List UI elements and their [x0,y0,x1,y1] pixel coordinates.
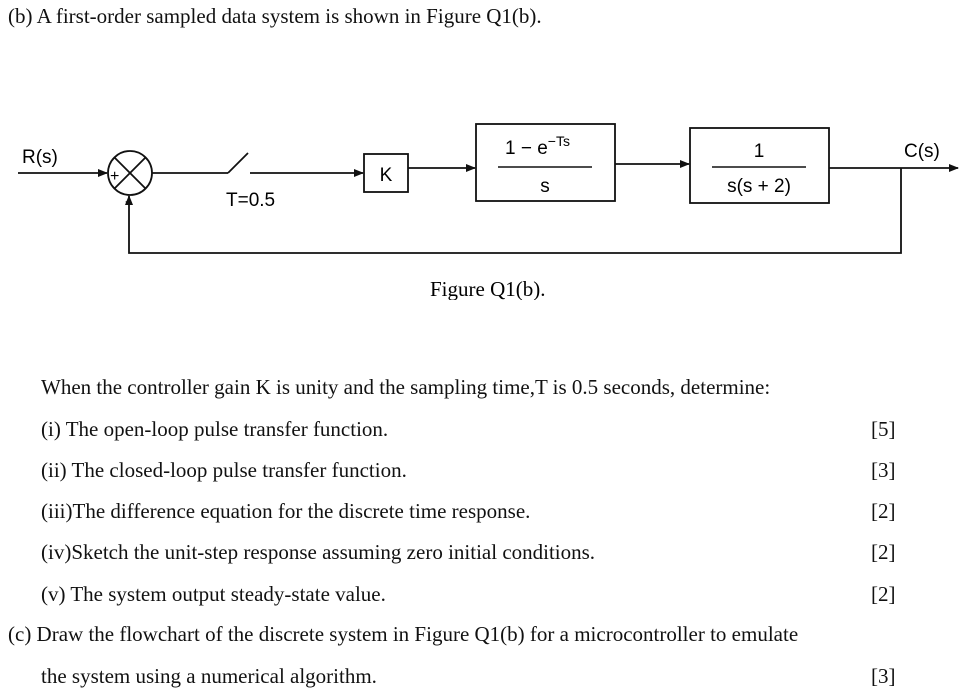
sampler-label: T=0.5 [226,190,276,211]
question-marks-iv: [2] [871,540,896,564]
plant-denominator: s(s + 2) [727,176,791,197]
plant-numerator: 1 [753,141,765,162]
gain-label: K [379,165,393,186]
question-marks-ii: [3] [871,458,896,482]
zoh-numerator: $1 - e^{-Ts}$ [505,133,570,159]
question-marks-iii: [2] [871,499,896,523]
zoh-denominator: s [540,176,550,197]
part-c-marks: [3] [871,664,896,688]
figure-caption: Figure Q1(b). [430,277,546,300]
part-b-intro: (b) A first-order sampled data system is shown in Figure Q1(b). [8,4,542,28]
block-diagram [0,0,963,300]
question-item-i: (i) The open-loop pulse transfer function. [41,417,389,441]
question-item-ii: (ii) The closed-loop pulse transfer function. [41,458,407,482]
sampler-switch [228,153,248,173]
part-c-line2: the system using a numerical algorithm. [41,664,377,688]
input-label: R(s) [22,147,58,168]
question-item-v: (v) The system output steady-state value. [41,582,386,606]
question-item-iii: (iii)The difference equation for the discrete time response. [41,499,531,523]
question-marks-i: [5] [871,417,896,441]
minus-sign: - [125,193,131,210]
plus-sign: + [110,168,120,185]
question-lead: When the controller gain K is unity and the sampling time,T is 0.5 seconds, determine: [41,375,771,399]
zoh-exponent: −Ts [547,133,570,149]
part-c-line1: (c) Draw the flowchart of the discrete system in Figure Q1(b) for a microcontroller to emulate [8,622,799,646]
output-label: C(s) [904,141,940,162]
question-marks-v: [2] [871,582,896,606]
question-item-iv: (iv)Sketch the unit-step response assuming zero initial conditions. [41,540,596,564]
